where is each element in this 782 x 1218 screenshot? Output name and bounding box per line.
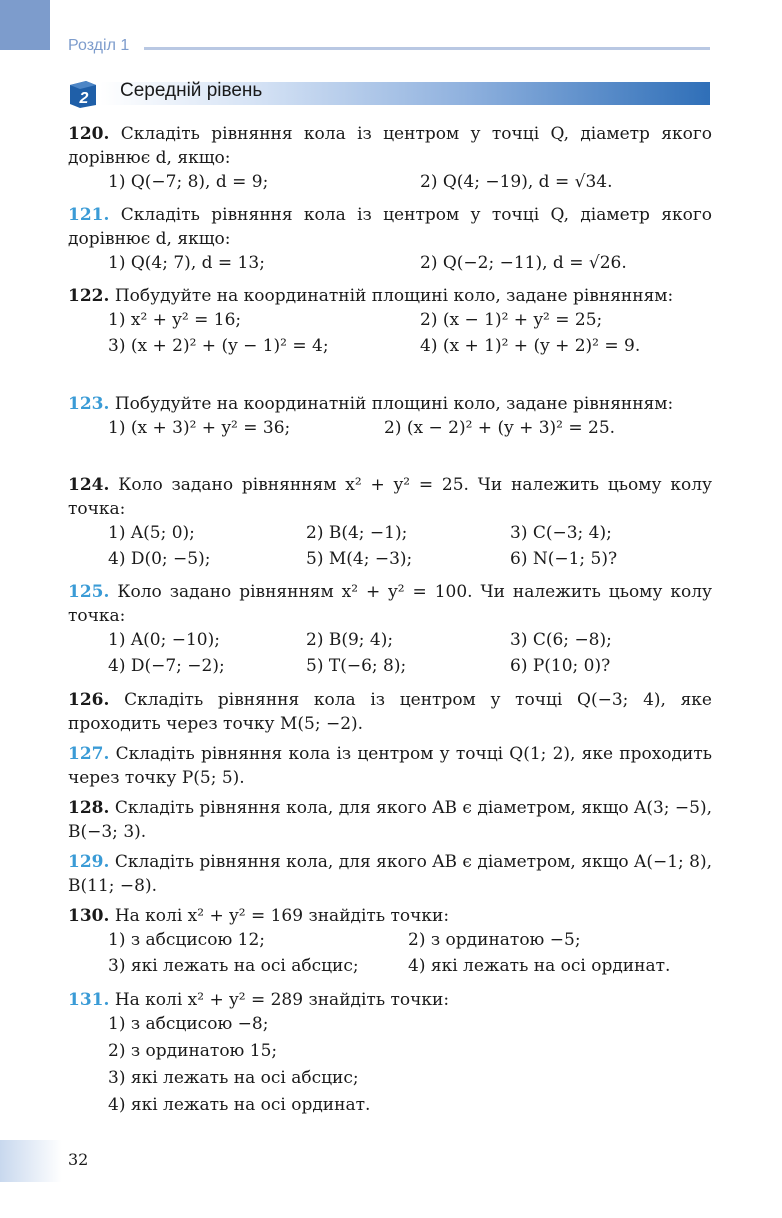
option: 1) з абсцисою 12; [108, 930, 266, 950]
option: 1) Q(−7; 8), d = 9; [108, 172, 269, 192]
exercise-number: 128. [68, 798, 110, 818]
option: 6) P(10; 0)? [510, 656, 611, 676]
exercise-number: 127. [68, 744, 110, 764]
exercise-125 [68, 580, 712, 680]
chapter-label: Розділ 1 [68, 37, 130, 54]
option-row [108, 251, 712, 277]
exercise-number: 121. [68, 205, 110, 225]
option-row [108, 334, 712, 360]
option: 6) N(−1; 5)? [510, 549, 618, 569]
option-row [108, 628, 712, 654]
option: 1) з абсцисою −8; [108, 1014, 269, 1034]
option: 1) x² + y² = 16; [108, 310, 242, 330]
option: 4) (x + 1)² + (y + 2)² = 9. [420, 336, 641, 356]
option: 4) D(0; −5); [108, 549, 211, 569]
exercise-number: 126. [68, 690, 110, 710]
option: 2) B(4; −1); [306, 523, 408, 543]
option: 1) A(5; 0); [108, 523, 195, 543]
level-badge-number: 2 [79, 90, 89, 107]
exercise-statement: На колі x² + y² = 169 знайдіть точки: [114, 906, 450, 926]
option: 5) T(−6; 8); [306, 656, 407, 676]
exercise-128 [68, 796, 712, 844]
option: 3) які лежать на осі абсцис; [108, 1068, 359, 1088]
exercise-121 [68, 203, 712, 277]
footer-tab [0, 1140, 62, 1182]
option: 1) Q(4; 7), d = 13; [108, 253, 265, 273]
exercise-statement: Складіть рівняння кола із центром у точці Q, діаметр якого дорівнює d, якщо: [68, 205, 713, 249]
exercise-statement: На колі x² + y² = 289 знайдіть точки: [114, 990, 450, 1010]
exercise-number: 125. [68, 582, 110, 602]
option-row [108, 954, 712, 980]
exercise-statement: Складіть рівняння кола, для якого AB є діаметром, якщо A(3; −5), B(−3; 3). [68, 798, 713, 842]
exercise-statement: Побудуйте на координатній площині коло, задане рівнянням: [114, 286, 674, 306]
corner-tab [0, 0, 50, 50]
exercise-number: 123. [68, 394, 110, 414]
option: 2) (x − 1)² + y² = 25; [420, 310, 603, 330]
option: 3) C(−3; 4); [510, 523, 612, 543]
option: 2) з ординатою −5; [408, 930, 581, 950]
option: 2) (x − 2)² + (y + 3)² = 25. [384, 418, 616, 438]
option: 4) які лежать на осі ординат. [108, 1095, 371, 1115]
exercise-number: 130. [68, 906, 110, 926]
option-row [108, 547, 712, 573]
option: 2) Q(4; −19), d = √34. [420, 172, 613, 192]
exercise-number: 120. [68, 124, 110, 144]
exercise-number: 131. [68, 990, 110, 1010]
exercise-statement: Побудуйте на координатній площині коло, задане рівнянням: [114, 394, 674, 414]
option: 1) (x + 3)² + y² = 36; [108, 418, 291, 438]
option-row [108, 521, 712, 547]
option: 4) D(−7; −2); [108, 656, 225, 676]
level-badge-icon [68, 79, 98, 109]
exercise-statement: Складіть рівняння кола із центром у точці Q, діаметр якого дорівнює d, якщо: [68, 124, 713, 168]
chapter-rule [144, 47, 710, 50]
exercise-number: 122. [68, 286, 110, 306]
exercise-statement: Складіть рівняння кола із центром у точці Q(−3; 4), яке проходить через точку M(5; −2). [68, 690, 712, 734]
level-title: Середній рівень [120, 80, 263, 101]
exercise-statement: Складіть рівняння кола із центром у точці Q(1; 2), яке проходить через точку P(5; 5). [68, 744, 712, 788]
exercise-statement: Коло задано рівнянням x² + y² = 25. Чи належить цьому колу точка: [68, 475, 713, 519]
option: 3) які лежать на осі абсцис; [108, 956, 359, 976]
exercise-124 [68, 473, 712, 573]
option: 2) з ординатою 15; [108, 1041, 278, 1061]
option: 1) A(0; −10); [108, 630, 220, 650]
exercise-statement: Коло задано рівнянням x² + y² = 100. Чи належить цьому колу точка: [68, 582, 712, 626]
exercise-130 [68, 904, 712, 980]
page-number: 32 [68, 1150, 89, 1169]
option-row [108, 928, 712, 954]
exercise-statement: Складіть рівняння кола, для якого AB є діаметром, якщо A(−1; 8), B(11; −8). [68, 852, 713, 896]
option-row [108, 416, 712, 442]
option: 4) які лежать на осі ординат. [408, 956, 671, 976]
exercise-126 [68, 688, 712, 736]
exercise-122 [68, 284, 712, 360]
option-row [108, 308, 712, 334]
exercise-131 [68, 988, 712, 1120]
option: 3) (x + 2)² + (y − 1)² = 4; [108, 336, 329, 356]
option: 2) Q(−2; −11), d = √26. [420, 253, 627, 273]
exercise-number: 124. [68, 475, 110, 495]
exercise-129 [68, 850, 712, 898]
option-row [108, 654, 712, 680]
option: 3) C(6; −8); [510, 630, 612, 650]
option-row [108, 170, 712, 196]
exercise-number: 129. [68, 852, 110, 872]
exercise-123 [68, 392, 712, 442]
option: 5) M(4; −3); [306, 549, 413, 569]
option: 2) B(9; 4); [306, 630, 394, 650]
exercise-120 [68, 122, 712, 196]
exercise-127 [68, 742, 712, 790]
